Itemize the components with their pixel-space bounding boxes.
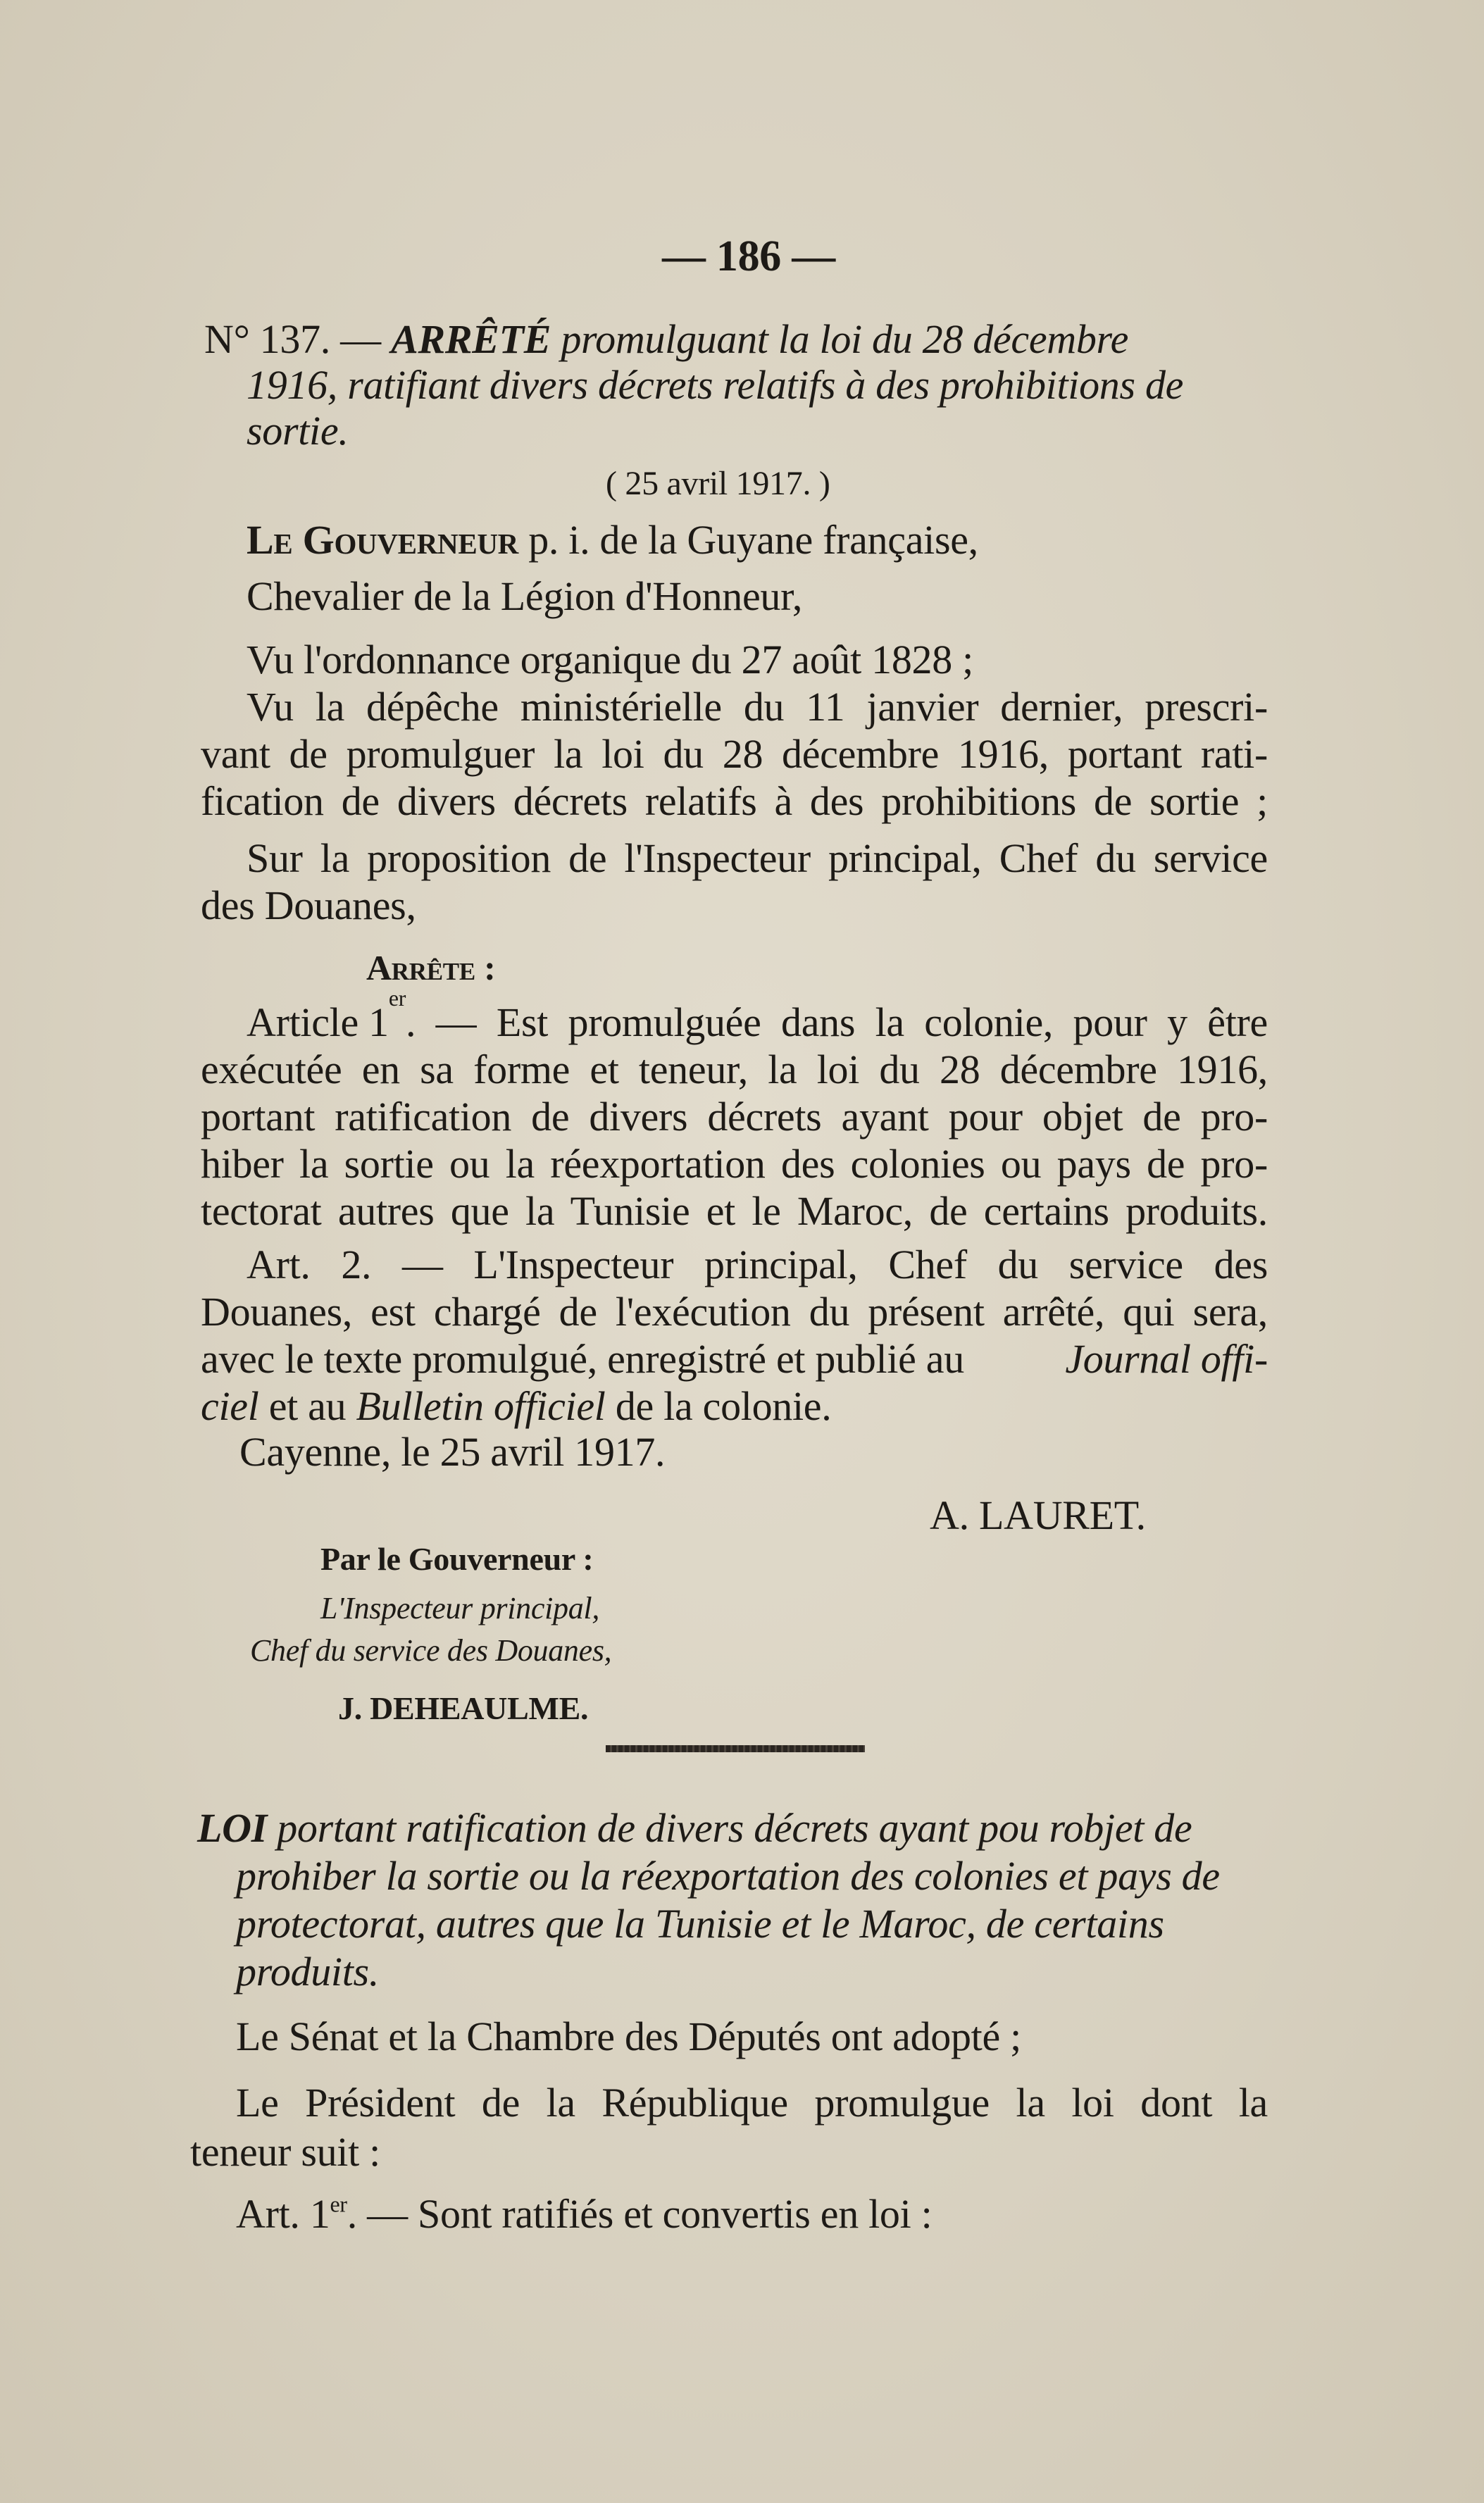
- journal-officiel: Journal offi-: [1065, 1336, 1268, 1382]
- vu-depeche-line-1: Vu la dépêche ministérielle du 11 janvier dernier, prescri-: [247, 684, 1268, 730]
- inspector-title-1: L'Inspecteur principal,: [320, 1591, 600, 1625]
- governor-title: Le Gouverneur: [247, 517, 518, 563]
- article-2-text-3: avec le texte promulgué, enregistré et publié au: [201, 1336, 964, 1382]
- law-president-line-1: Le Président de la République promulgue la loi dont la: [236, 2080, 1268, 2126]
- law-article-1-text: . — Sont ratifiés et convertis en loi :: [347, 2191, 933, 2237]
- law-article-1-sup: er: [330, 2192, 347, 2217]
- law-title-line-4: produits.: [236, 1949, 380, 1995]
- page-number: — 186 —: [662, 232, 835, 280]
- law-title-start: LOI: [197, 1805, 267, 1851]
- law-title-text-1: portant ratification de divers décrets ayant pou robjet de: [277, 1805, 1192, 1851]
- vu-depeche-line-3: fication de divers décrets relatifs à des prohibitions de sortie ;: [201, 778, 1268, 824]
- article-2-line-3: [201, 1335, 1268, 1383]
- law-president-line-2: teneur suit :: [190, 2129, 380, 2175]
- article-1-line-2: exécutée en sa forme et teneur, la loi du 28 décembre 1916,: [201, 1047, 1268, 1092]
- decree-title-line-3: sortie.: [247, 408, 349, 454]
- law-title-line-3: protectorat, autres que la Tunisie et le Maroc, de certains: [236, 1901, 1164, 1947]
- article-2-line-4: [201, 1382, 831, 1430]
- journal-officiel-end: ciel: [201, 1383, 259, 1429]
- decree-date: ( 25 avril 1917. ): [606, 465, 830, 502]
- article-1-label: Article 1: [247, 999, 389, 1045]
- sur-proposition-line-1: Sur la proposition de l'Inspecteur principal, Chef du service: [247, 835, 1268, 881]
- article-2-line-1: Art. 2. — L'Inspecteur principal, Chef du service des: [247, 1242, 1268, 1287]
- arrete-heading: Arrête :: [366, 948, 496, 987]
- article-1-line-5: tectorat autres que la Tunisie et le Maroc, de certains produits.: [201, 1188, 1268, 1234]
- sur-proposition-line-2: des Douanes,: [201, 882, 416, 928]
- bulletin-officiel: Bulletin officiel: [356, 1383, 606, 1429]
- vu-ordonnance: Vu l'ordonnance organique du 27 août 1828 ;: [247, 637, 973, 682]
- article-2-end: de la colonie.: [615, 1383, 832, 1429]
- vu-depeche-line-2: vant de promulguer la loi du 28 décembre 1916, portant rati-: [201, 731, 1268, 777]
- law-senate: Le Sénat et la Chambre des Députés ont adopté ;: [236, 2014, 1021, 2059]
- law-article-1-label: Art. 1: [236, 2191, 330, 2237]
- article-2-et-au: et au: [268, 1383, 347, 1429]
- article-1-line-4: hiber la sortie ou la réexportation des colonies ou pays de pro-: [201, 1141, 1268, 1187]
- law-article-1: [236, 2190, 932, 2238]
- decree-heading-line-1: [204, 316, 1296, 363]
- inspector-name: J. DEHEAULME.: [338, 1690, 589, 1726]
- decree-title-line-1: promulguant la loi du 28 décembre: [561, 316, 1129, 362]
- law-title-line-2: prohiber la sortie ou la réexportation des colonies et pays de: [236, 1853, 1220, 1899]
- article-1-sup: er: [388, 986, 406, 1011]
- law-title-line-1: [197, 1804, 1192, 1852]
- place-date: Cayenne, le 25 avril 1917.: [239, 1429, 666, 1475]
- decree-kind: ARRÊTÉ: [391, 316, 551, 362]
- decree-number: N° 137. —: [204, 316, 381, 362]
- governor-rest: p. i. de la Guyane française,: [528, 517, 978, 563]
- article-1-line-3: portant ratification de divers décrets ayant pour objet de pro-: [201, 1094, 1268, 1140]
- article-1-text-1: . — Est promulguée dans la colonie, pour y être: [406, 999, 1268, 1045]
- article-2-line-2: Douanes, est chargé de l'exécution du présent arrêté, qui sera,: [201, 1289, 1268, 1335]
- decree-title-line-2: 1916, ratifiant divers décrets relatifs à des prohibitions de: [247, 362, 1184, 408]
- governor-line: [247, 516, 978, 564]
- section-divider: [606, 1745, 865, 1752]
- signatory: A. LAURET.: [930, 1492, 1146, 1538]
- article-1-line-1: [247, 986, 1268, 1047]
- by-governor: Par le Gouverneur :: [320, 1541, 594, 1577]
- chevalier-line: Chevalier de la Légion d'Honneur,: [247, 573, 803, 619]
- inspector-title-2: Chef du service des Douanes,: [250, 1633, 612, 1668]
